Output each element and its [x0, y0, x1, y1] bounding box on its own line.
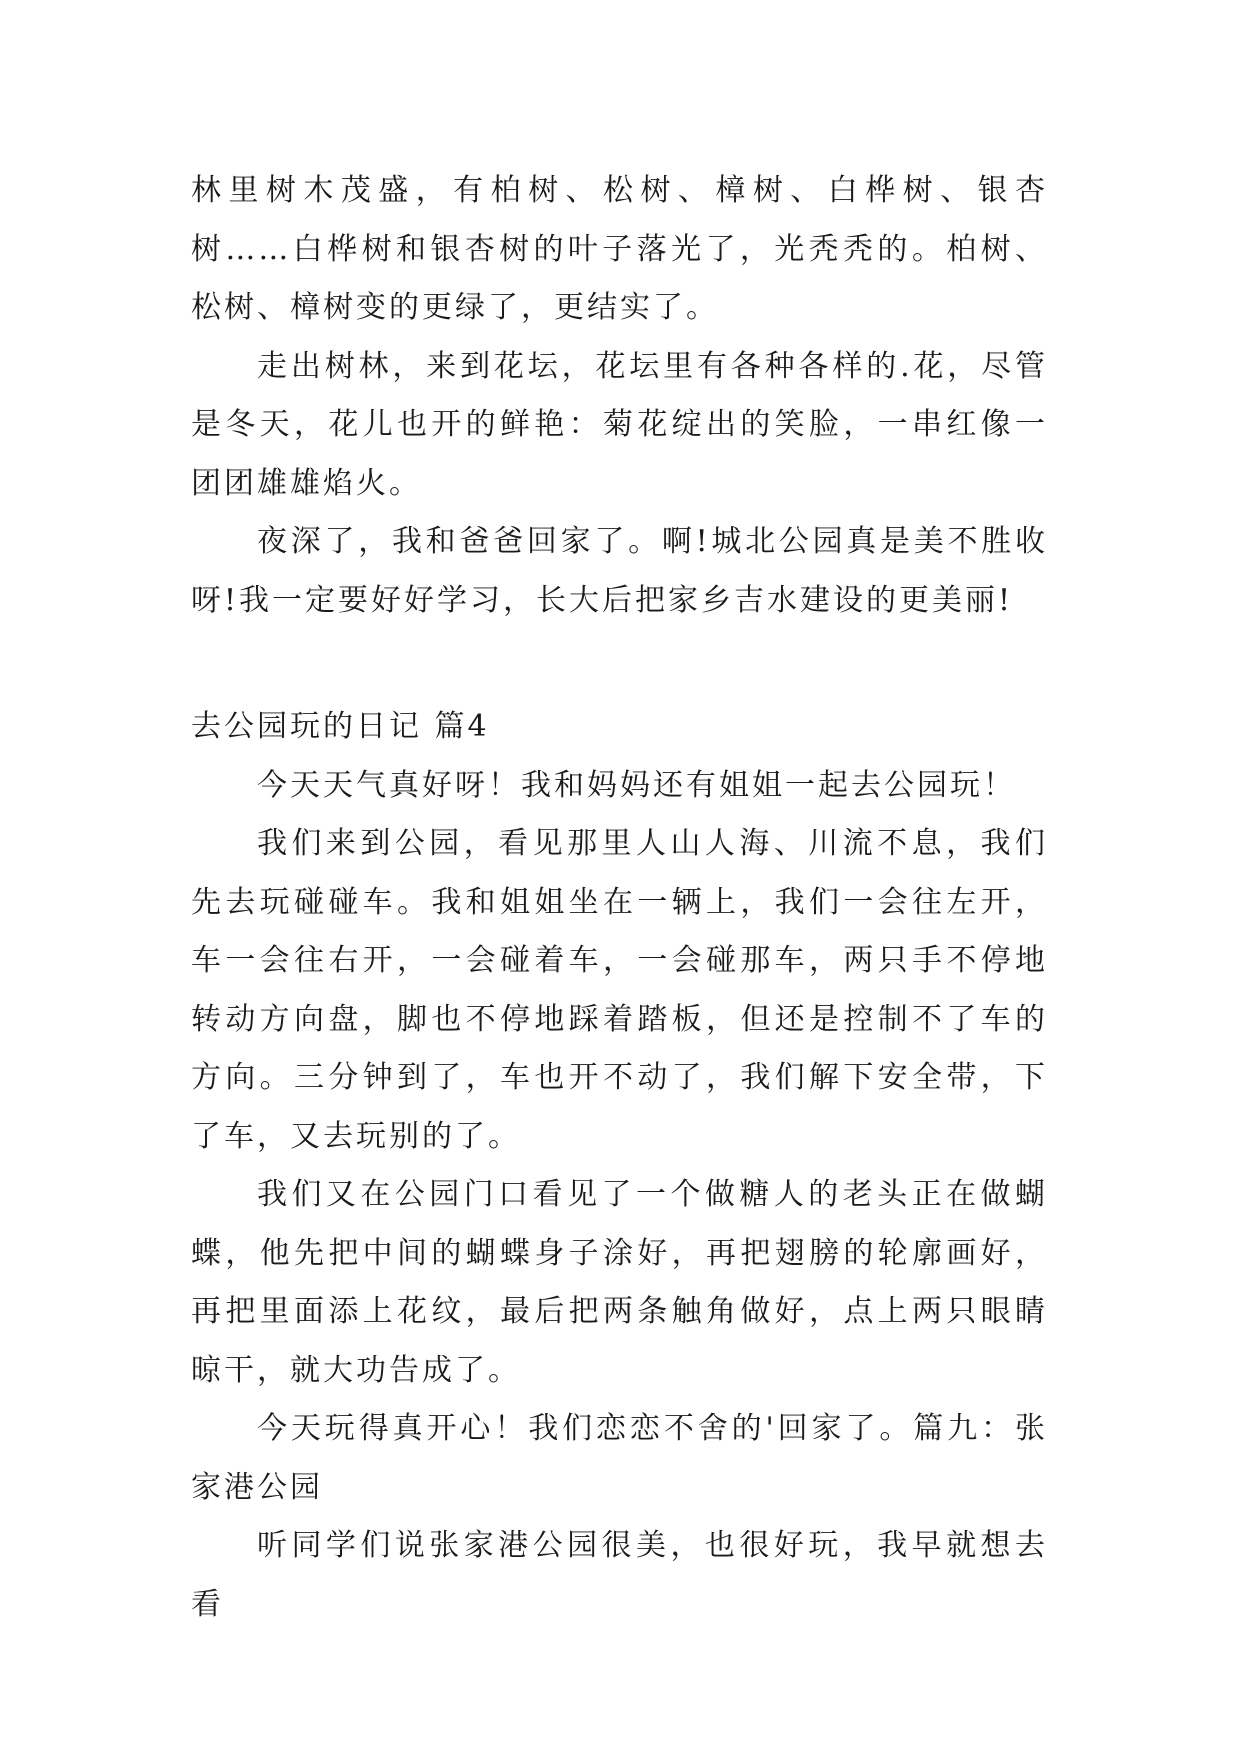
- section-title: 去公园玩的日记 篇4: [191, 709, 490, 744]
- paragraph-sugar-figure: 我们又在公园门口看见了一个做糖人的老头正在做蝴蝶，他先把中间的蝴蝶身子涂好，再把翅膀的轮廓画好，再把里面添上花纹，最后把两条触角做好，点上两只眼睛晾干，就大功告成了。: [191, 1177, 1048, 1388]
- paragraph-nice-weather: 今天天气真好呀！我和妈妈还有姐姐一起去公园玩！: [257, 767, 1016, 803]
- paragraph-zhangjiagang-park: 听同学们说张家港公园很美，也很好玩，我早就想去看: [191, 1528, 1048, 1622]
- paragraph-night-home: 夜深了，我和爸爸回家了。啊!城北公园真是美不胜收呀!我一定要好好学习，长大后把家乡吉水建设的更美丽!: [191, 524, 1048, 618]
- paragraph-trees: 林里树木茂盛，有柏树、松树、樟树、白桦树、银杏树……白桦树和银杏树的叶子落光了，光秃秃的。柏树、松树、樟树变的更绿了，更结实了。: [191, 173, 1048, 325]
- paragraph-happy-day: 今天玩得真开心！我们恋恋不舍的'回家了。篇九：张家港公园: [191, 1411, 1048, 1505]
- paragraph-flower-bed: 走出树林，来到花坛，花坛里有各种各样的.花，尽管是冬天，花儿也开的鲜艳：菊花绽出的笑脸，一串红像一团团雄雄焰火。: [191, 348, 1048, 501]
- document-body: [191, 162, 1048, 1634]
- paragraph-bumper-cars: 我们来到公园，看见那里人山人海、川流不息，我们先去玩碰碰车。我和姐姐坐在一辆上，我们一会往左开，车一会往右开，一会碰着车，一会碰那车，两只手不停地转动方向盘，脚也不停地踩着踏板，但还是控制不了车的方向。三分钟到了，车也开不动了，我们解下安全带，下了车，又去玩别的了。: [191, 826, 1048, 1154]
